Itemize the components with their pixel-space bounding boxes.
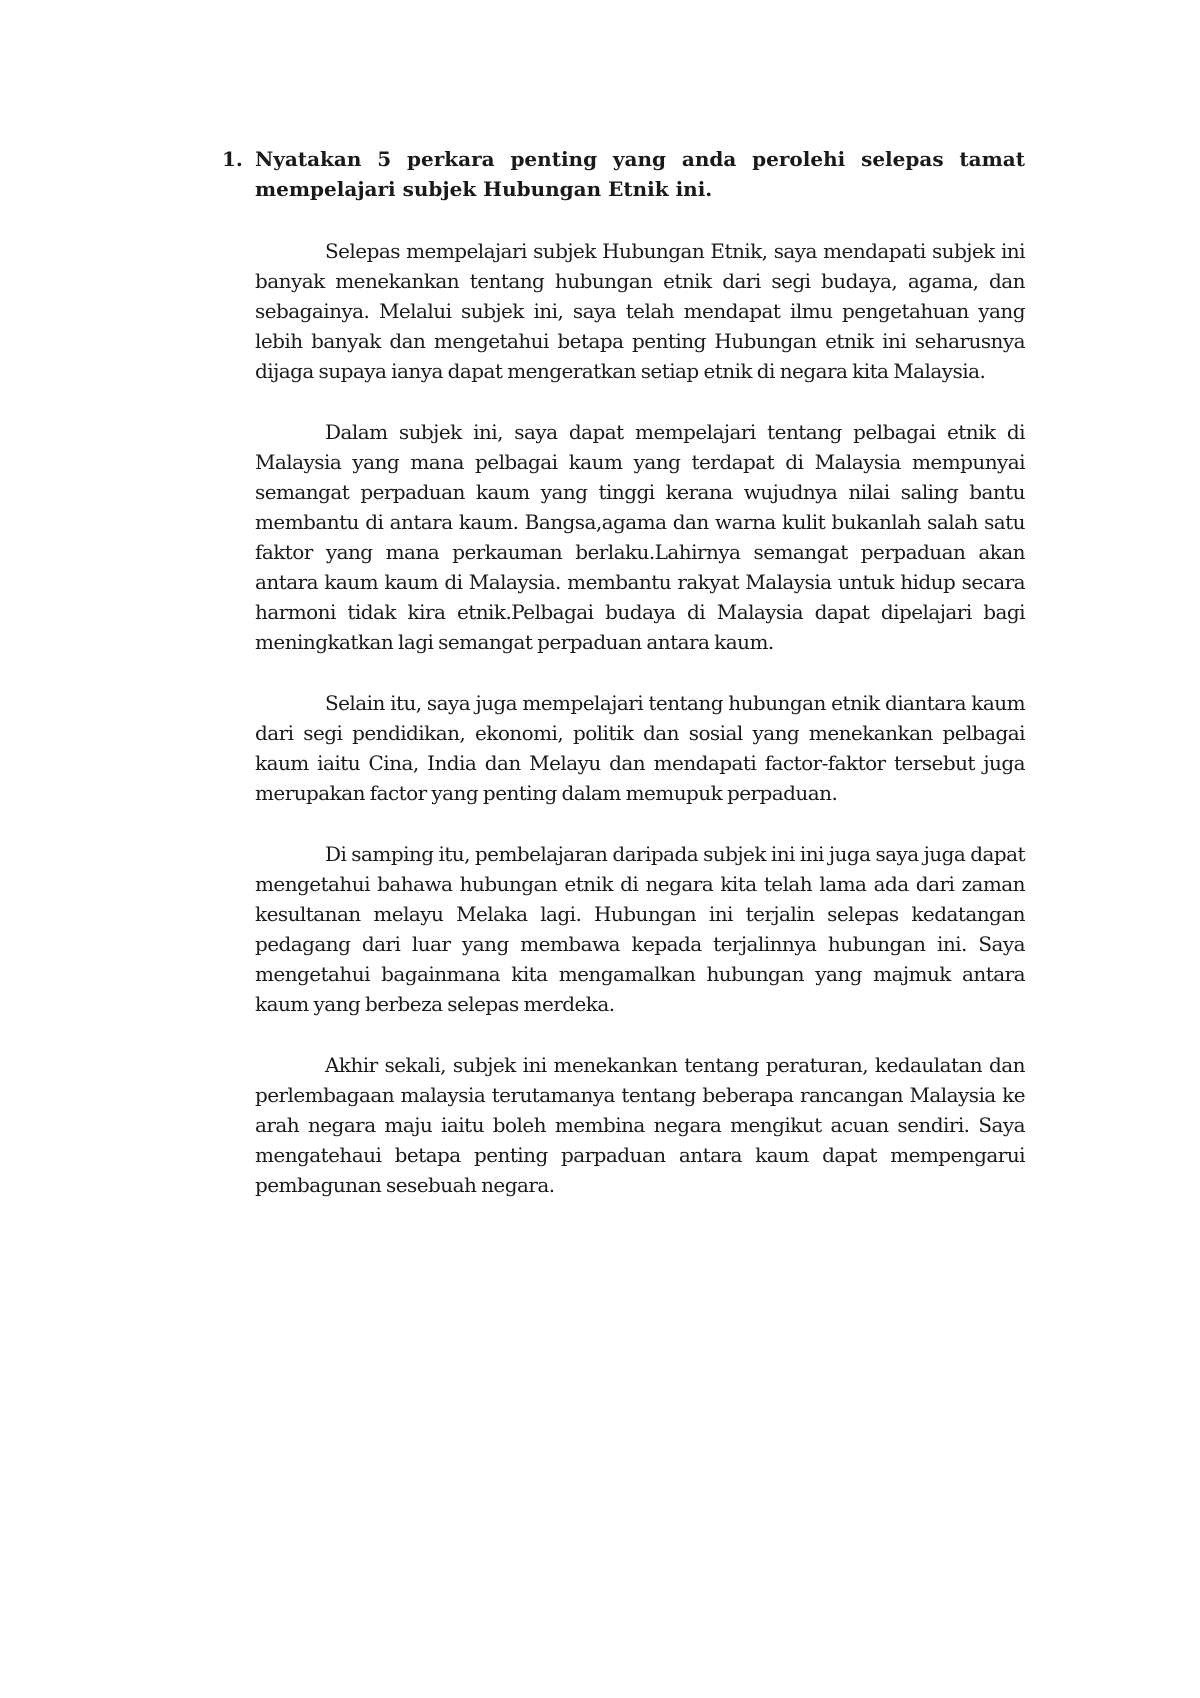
question-text: Nyatakan 5 perkara penting yang anda perolehi selepas tamat mempelajari subjek Hubungan Etnik ini.	[255, 147, 1025, 201]
answer-paragraph-5: Akhir sekali, subjek ini menekankan tentang peraturan, kedaulatan dan perlembagaan malaysia terutamanya tentang beberapa rancangan Malaysia ke arah negara maju iaitu boleh membina negara mengikut acuan sendiri. Saya mengatehaui betapa penting parpaduan antara kaum dapat mempengarui pembagunan sesebuah negara.	[255, 1053, 1025, 1197]
document-body	[222, 144, 1025, 1231]
answer-paragraph-1: Selepas mempelajari subjek Hubungan Etnik, saya mendapati subjek ini banyak menekankan tentang hubungan etnik dari segi budaya, agama, dan sebagainya. Melalui subjek ini, saya telah mendapat ilmu pengetahuan yang lebih banyak dan mengetahui betapa penting Hubungan etnik ini seharusnya dijaga supaya ianya dapat mengeratkan setiap etnik di negara kita Malaysia.	[255, 239, 1025, 383]
answer-paragraph-4: Di samping itu, pembelajaran daripada subjek ini ini juga saya juga dapat mengetahui bahawa hubungan etnik di negara kita telah lama ada dari zaman kesultanan melayu Melaka lagi. Hubungan ini terjalin selepas kedatangan pedagang dari luar yang membawa kepada terjalinnya hubungan ini. Saya mengetahui bagainmana kita mengamalkan hubungan yang majmuk antara kaum yang berbeza selepas merdeka.	[255, 842, 1025, 1016]
question-number: 1.	[222, 147, 243, 171]
answer-paragraph-3: Selain itu, saya juga mempelajari tentang hubungan etnik diantara kaum dari segi pendidikan, ekonomi, politik dan sosial yang menekankan pelbagai kaum iaitu Cina, India dan Melayu dan mendapati factor-faktor tersebut juga merupakan factor yang penting dalam memupuk perpaduan.	[255, 691, 1025, 805]
answer-paragraph-2: Dalam subjek ini, saya dapat mempelajari tentang pelbagai etnik di Malaysia yang mana pelbagai kaum yang terdapat di Malaysia mempunyai semangat perpaduan kaum yang tinggi kerana wujudnya nilai saling bantu membantu di antara kaum. Bangsa,agama dan warna kulit bukanlah salah satu faktor yang mana perkauman berlaku.Lahirnya semangat perpaduan akan antara kaum kaum di Malaysia. membantu rakyat Malaysia untuk hidup secara harmoni tidak kira etnik.Pelbagai budaya di Malaysia dapat dipelajari bagi meningkatkan lagi semangat perpaduan antara kaum.	[255, 420, 1025, 654]
question-heading	[222, 144, 1025, 204]
